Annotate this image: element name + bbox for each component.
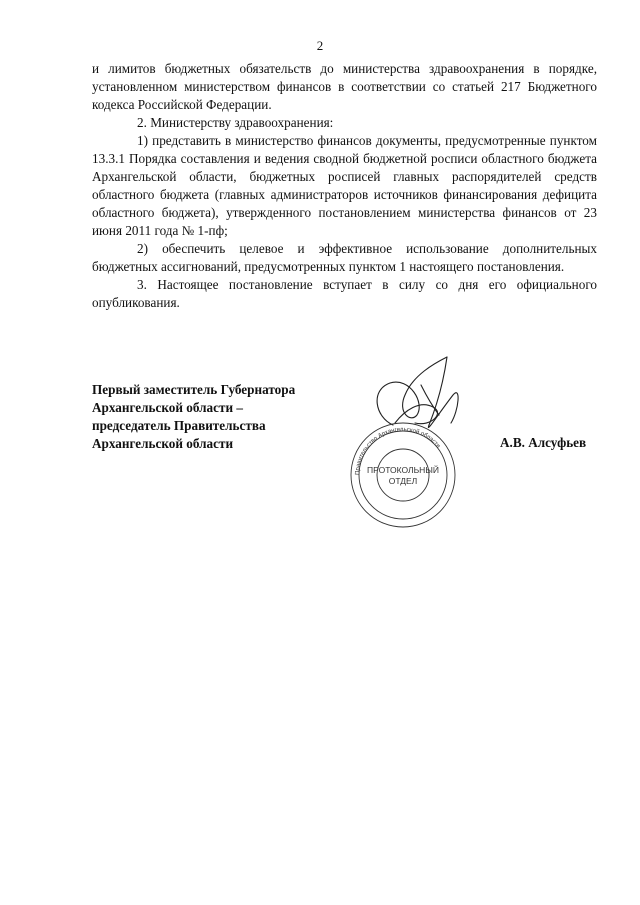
paragraph-3: 1) представить в министерство финансов документы, предусмотренные пунктом 13.3.1 Порядка составления и ведения сводной бюджетной росписи областного бюджета Архангельской области, бюджетных росписей главных распорядителей средств областного бюджета (главных администраторов источников финансирования дефицита областного бюджета), утвержденного постановлением министерства финансов от 23 июня 2011 года № 1-пф; [92, 133, 597, 238]
signatory-title [92, 381, 295, 453]
seal [351, 423, 455, 527]
signatory-title-line: Архангельской области [92, 436, 234, 451]
paragraph-4: 2) обеспечить целевое и эффективное использование дополнительных бюджетных ассигнований, предусмотренных пунктом 1 настоящего постановления. [92, 241, 597, 274]
seal-center-text: ОТДЕЛ [388, 476, 418, 486]
signatory-title-line: Первый заместитель Губернатора [92, 382, 296, 397]
document-body [92, 60, 597, 312]
page-number: 2 [316, 38, 324, 53]
signatory-name: А.В. Алсуфьев [500, 435, 587, 450]
seal-center-text: ПРОТОКОЛЬНЫЙ [367, 465, 439, 475]
signatory-title-line: председатель Правительства [92, 418, 266, 433]
paragraph-5: 3. Настоящее постановление вступает в силу со дня его официального опубликования. [92, 277, 597, 310]
handwritten-signature [377, 357, 458, 428]
paragraph-1: и лимитов бюджетных обязательств до министерства здравоохранения в порядке, установленном министерством финансов в соответствии со статьей 217 Бюджетного кодекса Российской Федерации. [92, 61, 597, 112]
seal-ring-text: Правительство Архангельской области [354, 426, 442, 476]
signatory-title-line: Архангельской области – [92, 400, 243, 415]
paragraph-2: 2. Министерству здравоохранения: [137, 115, 334, 130]
official-seal-stamp [335, 355, 475, 530]
